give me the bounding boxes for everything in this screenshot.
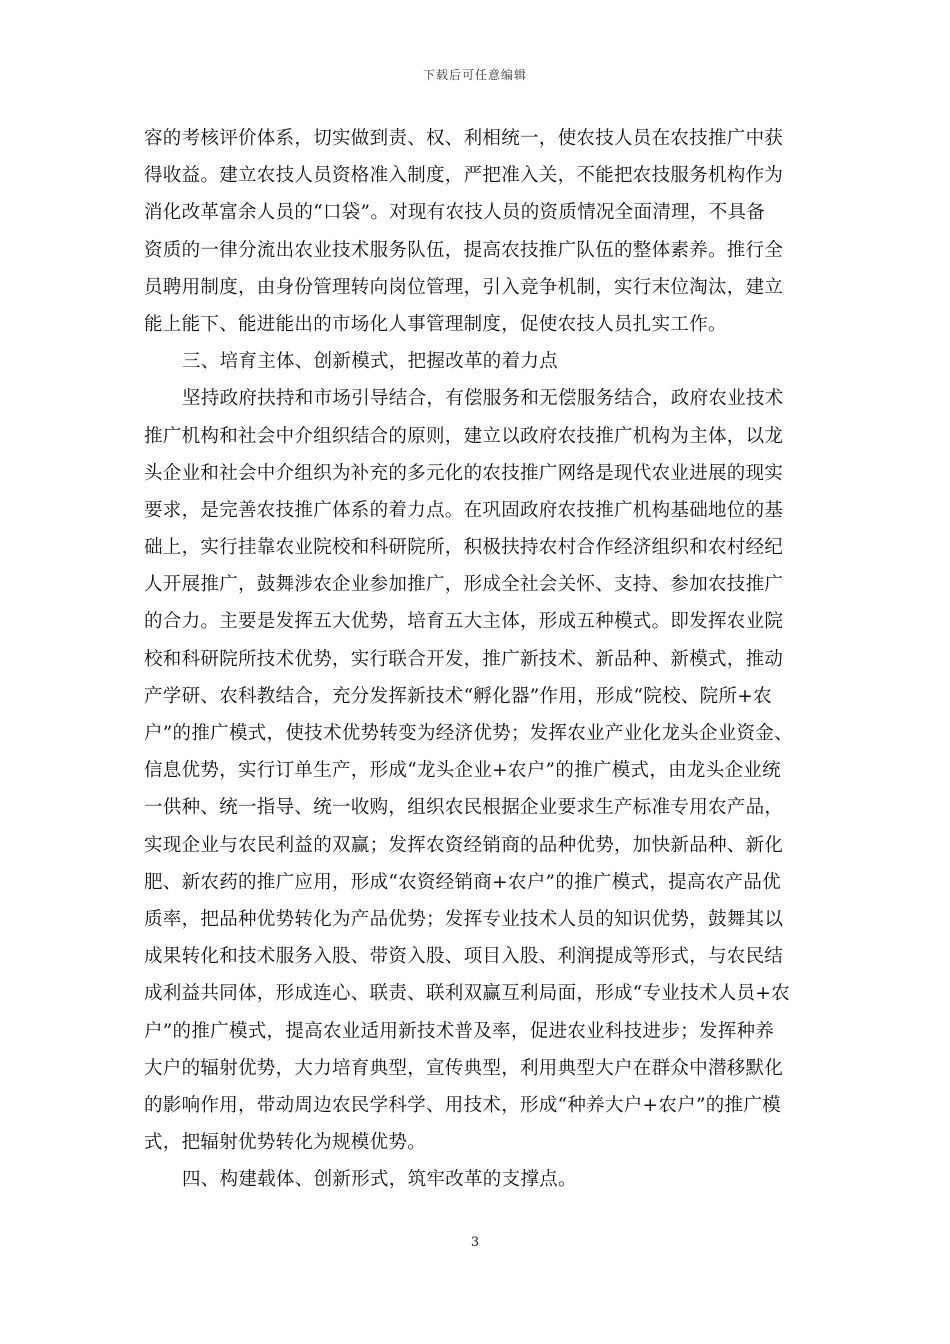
text-line: 能上能下、能进能出的市场化人事管理制度，促使农技人员扎实工作。 xyxy=(144,313,727,335)
text-line: 大户的辐射优势，大力培育典型，宣传典型，利用典型大户在群众中潜移默化 xyxy=(144,1057,784,1079)
text-line: 户”的推广模式，提高农业适用新技术普及率，促进农业科技进步；发挥种养 xyxy=(144,1020,775,1042)
text-line: 要求，是完善农技推广体系的着力点。在巩固政府农技推广机构基础地位的基 xyxy=(144,499,784,521)
text-line: 式，把辐射优势转化为规模优势。 xyxy=(144,1132,427,1154)
text-line: 肥、新农药的推广应用，形成“农资经销商+农户”的推广模式，提高农产品优 xyxy=(144,871,781,893)
header-note: 下载后可任意编辑 xyxy=(422,68,527,82)
text-line: 得收益。建立农技人员资格准入制度，严把准入关，不能把农技服务机构作为 xyxy=(144,165,784,187)
text-line: 坚持政府扶持和市场引导结合，有偿服务和无偿服务结合，政府农业技术 xyxy=(182,388,784,410)
text-line: 消化改革富余人员的“口袋”。对现有农技人员的资质情况全面清理，不具备 xyxy=(144,202,766,224)
text-line: 产学研、农科教结合，充分发挥新技术“孵化器”作用，形成“院校、院所+农 xyxy=(144,685,772,707)
text-line: 一供种、统一指导、统一收购，组织农民根据企业要求生产标准专用农产品， xyxy=(144,797,784,819)
text-line: 推广机构和社会中介组织结合的原则，建立以政府农技推广机构为主体，以龙 xyxy=(144,425,784,447)
text-line: 的影响作用，带动周边农民学科学、用技术，形成“种养大户+农户”的推广模 xyxy=(144,1094,781,1116)
text-line: 成果转化和技术服务入股、带资入股、项目入股、利润提成等形式，与农民结 xyxy=(144,946,784,968)
text-line: 质率，把品种优势转化为产品优势；发挥专业技术人员的知识优势，鼓舞其以 xyxy=(144,908,784,930)
text-line: 校和科研院所技术优势，实行联合开发，推广新技术、新品种、新模式，推动 xyxy=(144,648,784,670)
text-line: 的合力。主要是发挥五大优势，培育五大主体，形成五种模式。即发挥农业院 xyxy=(144,611,784,633)
text-line: 实现企业与农民利益的双赢；发挥农资经销商的品种优势，加快新品种、新化 xyxy=(144,834,784,856)
text-line: 员聘用制度，由身份管理转向岗位管理，引入竞争机制，实行末位淘汰，建立 xyxy=(144,276,784,298)
text-line: 头企业和社会中介组织为补充的多元化的农技推广网络是现代农业进展的现实 xyxy=(144,462,784,484)
page-number: 3 xyxy=(470,1235,480,1250)
section-heading: 三、培育主体、创新模式，把握改革的着力点 xyxy=(182,351,559,373)
text-line: 信息优势，实行订单生产，形成“龙头企业+农户”的推广模式，由龙头企业统 xyxy=(144,760,781,782)
text-line: 成利益共同体，形成连心、联责、联利双赢互利局面，形成“专业技术人员+农 xyxy=(144,983,790,1005)
section-heading: 四、构建载体、创新形式，筑牢改革的支撑点。 xyxy=(182,1169,577,1191)
body-text xyxy=(144,120,810,1198)
text-line: 资质的一律分流出农业技术服务队伍，提高农技推广队伍的整体素养。推行全 xyxy=(144,239,784,261)
text-line: 容的考核评价体系，切实做到责、权、利相统一，使农技人员在农技推广中获 xyxy=(144,128,784,149)
text-line: 础上，实行挂靠农业院校和科研院所，积极扶持农村合作经济组织和农村经纪 xyxy=(144,537,784,559)
text-line: 人开展推广，鼓舞涉农企业参加推广，形成全社会关怀、支持、参加农技推广 xyxy=(144,574,784,596)
text-line: 户”的推广模式，使技术优势转变为经济优势；发挥农业产业化龙头企业资金、 xyxy=(144,723,793,744)
